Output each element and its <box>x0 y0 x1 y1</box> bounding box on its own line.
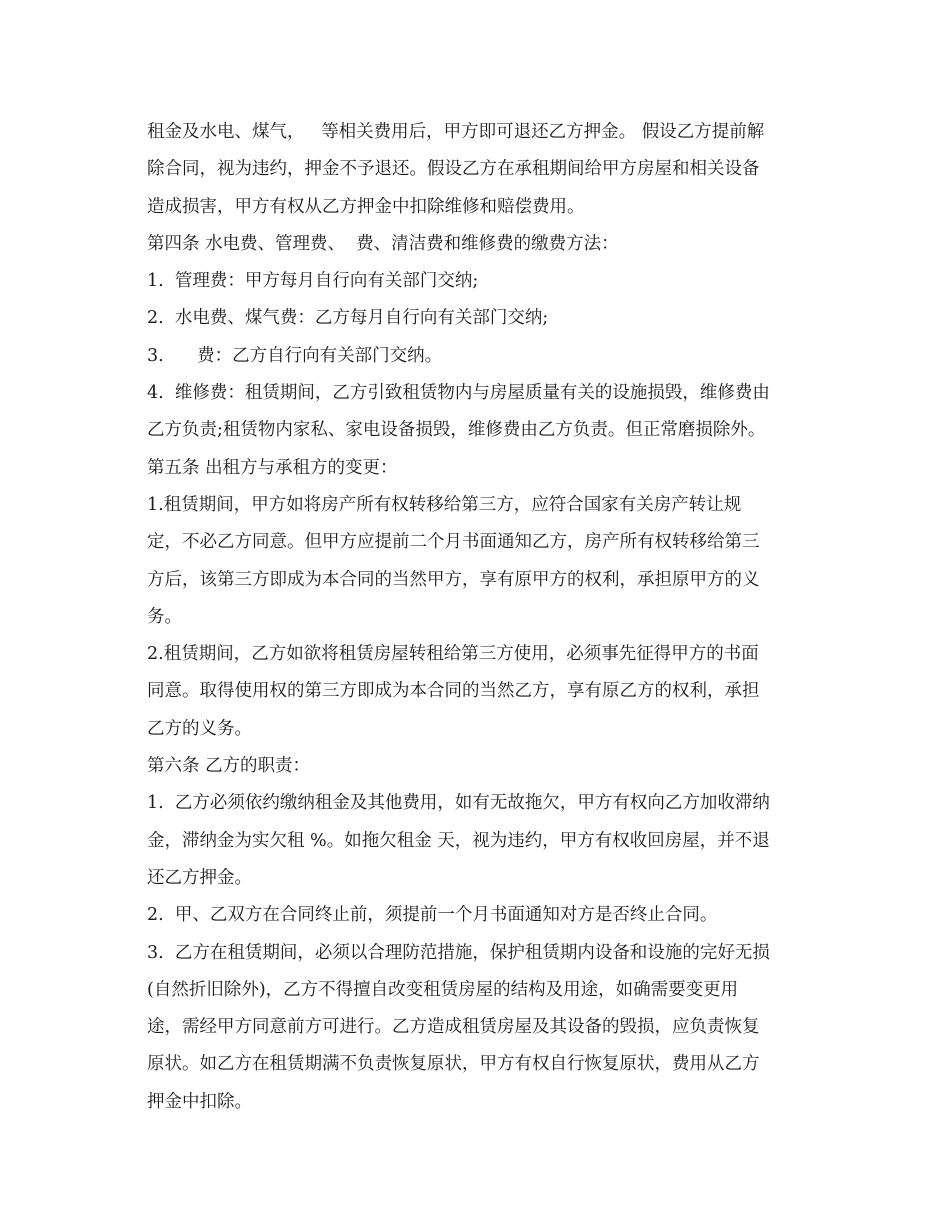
document-body <box>147 114 817 1121</box>
text-line: 乙方负责;租赁物内家私、家电设备损毁，维修费由乙方负责。但正常磨损除外。 <box>147 420 766 441</box>
text-line: 方后，该第三方即成为本合同的当然甲方，享有原甲方的权利，承担原甲方的义 <box>147 569 760 590</box>
list-item: 1. 乙方必须依约缴纳租金及其他费用，如有无故拖欠，甲方有权向乙方加收滞纳 <box>147 793 770 814</box>
list-item: 2. 水电费、煤气费：乙方每月自行向有关部门交纳; <box>147 308 549 329</box>
text-line: 定，不必乙方同意。但甲方应提前二个月书面通知乙方，房产所有权转移给第三 <box>147 532 760 553</box>
text-line: 乙方的义务。 <box>147 718 252 739</box>
text-line: 途，需经甲方同意前方可进行。乙方造成租赁房屋及其设备的毁损，应负责恢复 <box>147 1017 760 1038</box>
text-line: 同意。取得使用权的第三方即成为本合同的当然乙方，享有原乙方的权利，承担 <box>147 681 760 702</box>
text-line: 押金中扣除。 <box>147 1091 252 1112</box>
list-item: 1. 管理费：甲方每月自行向有关部门交纳; <box>147 271 479 292</box>
section-heading: 第五条 出租方与承租方的变更： <box>147 457 398 478</box>
list-item: 3. 费：乙方自行向有关部门交纳。 <box>147 345 443 366</box>
list-item: 3. 乙方在租赁期间，必须以合理防范措施，保护租赁期内设备和设施的完好无损 <box>147 942 770 963</box>
text-line: (自然折旧除外)，乙方不得擅自改变租赁房屋的结构及用途，如确需要变更用 <box>147 979 739 1000</box>
text-line: 造成损害，甲方有权从乙方押金中扣除维修和赔偿费用。 <box>147 196 585 217</box>
section-heading: 第四条 水电费、管理费、 费、清洁费和维修费的缴费方法： <box>147 233 619 254</box>
text-line: 还乙方押金。 <box>147 867 252 888</box>
text-line: 租金及水电、煤气， 等相关费用后，甲方即可退还乙方押金。 假设乙方提前解 <box>147 122 765 142</box>
list-item: 2. 甲、乙双方在合同终止前，须提前一个月书面通知对方是否终止合同。 <box>147 905 718 926</box>
text-line: 原状。如乙方在租赁期满不负责恢复原状，甲方有权自行恢复原状，费用从乙方 <box>147 1054 760 1075</box>
text-line: 金，滞纳金为实欠租 %。如拖欠租金 天，视为违约，甲方有权收回房屋，并不退 <box>147 830 770 851</box>
list-item: 1.租赁期间，甲方如将房产所有权转移给第三方，应符合国家有关房产转让规 <box>147 494 742 515</box>
text-line: 务。 <box>147 606 182 627</box>
list-item: 4. 维修费：租赁期间，乙方引致租赁物内与房屋质量有关的设施损毁，维修费由 <box>147 383 770 404</box>
text-line: 除合同，视为违约，押金不予退还。假设乙方在承租期间给甲方房屋和相关设备 <box>147 159 760 180</box>
list-item: 2.租赁期间，乙方如欲将租赁房屋转租给第三方使用，必须事先征得甲方的书面 <box>147 644 759 665</box>
section-heading: 第六条 乙方的职责： <box>147 756 311 777</box>
